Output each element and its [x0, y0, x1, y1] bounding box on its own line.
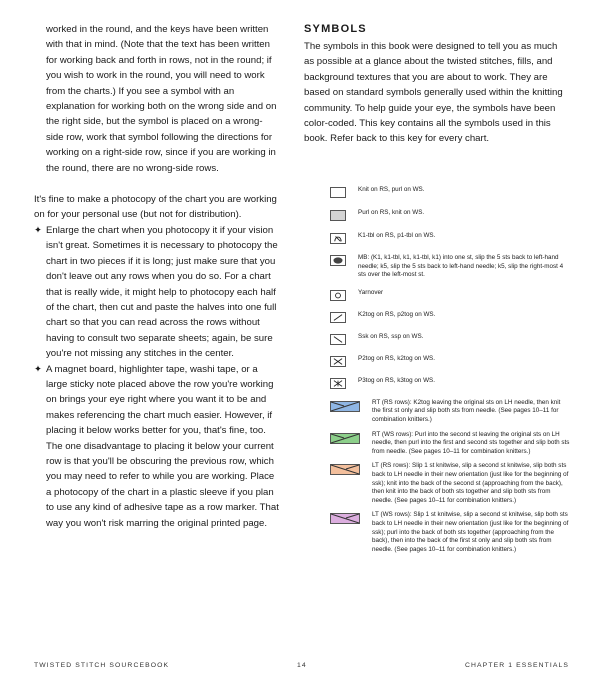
lt-rs-cable-icon: [330, 464, 360, 475]
bobble-icon: [330, 255, 346, 266]
symbols-intro: The symbols in this book were designed to tell you as much as possible at a glance about the twisted stitches, fills, and background textures that you are about to work. They are based on standard symbols generally used within the knitting community. To help guide your eye, the symbols have been color-coded. This key contains all the symbols used in this book. Refer back to this key for every chart.: [304, 41, 563, 145]
footer-book-title: TWISTED STITCH SOURCEBOOK: [34, 662, 170, 669]
rt-ws-glyph: [330, 433, 360, 444]
key-description: K1-tbl on RS, p1-tbl on WS.: [358, 232, 436, 239]
intro-continued-paragraph: worked in the round, and the keys have been written with that in mind. (Note that the text has been written for working back and forth in rows, not in the round; if you wish to work in the round, you will need to work from the charts.) If you see a symbol with an explanation for working both on the wrong side and on the right side, but the symbol is placed on a wrong-side row, work that symbol following the directions for working on a right-side row, since if you are working in the round, there are no wrong-side rows.: [46, 24, 277, 174]
p2tog-icon: [330, 356, 346, 367]
key-row-lt-ws: [330, 511, 570, 554]
rt-rs-cable-icon: [330, 401, 360, 412]
key-description: Knit on RS, purl on WS.: [358, 186, 425, 193]
key-description: Yarnover: [358, 288, 384, 296]
rt-ws-cable-icon: [330, 433, 360, 444]
bullet-marker: ✦: [34, 224, 43, 236]
blank-square-icon: [330, 187, 346, 198]
k2tog-icon: [330, 312, 346, 323]
key-row-purl: [330, 209, 570, 221]
rt-rs-glyph: [330, 401, 360, 412]
twisted-knit-icon: [330, 233, 346, 244]
symbols-section: [304, 22, 570, 147]
bullet-marker: ✦: [34, 363, 43, 375]
key-row-bobble: [330, 254, 570, 280]
yarnover-glyph: [331, 291, 345, 300]
k2tog-glyph: [331, 313, 345, 322]
p2tog-glyph: [331, 357, 345, 366]
key-row-twisted-knit: [330, 232, 570, 244]
lt-ws-cable-icon: [330, 513, 360, 524]
bullet-text: A magnet board, highlighter tape, washi tape, or a large sticky note placed above the row you're working on brings your eye right where you want it to be and makes referencing the chart much easier. However, if placing it below works better for you, that's fine, too. The one disadvantage to placing it below your current row is that you'll be obscuring the previous row, which you may need to refer to while you are working. Place a photocopy of the chart in a plastic sleeve if you plan to use any kind of adhesive tape as a row marker. That way you won't risk marring the original printed page.: [46, 363, 279, 529]
key-description: LT (WS rows): Slip 1 st knitwise, slip a second st knitwise, slip both sts back to LH needle in their new orientation (just like for the beginning of ssk); purl into the back of both sts together (approaching from the back), then into the back of the first st only and slip both sts from needle. (See pages 10–11 for combination knitters.): [372, 511, 569, 553]
key-row-rt-ws: [330, 431, 570, 457]
symbol-key: [330, 186, 570, 554]
key-row-rt-rs: [330, 399, 570, 425]
key-description: MB: (K1, k1-tbl, k1, k1-tbl, k1) into one st, slip the 5 sts back to left-hand needle; k5, slip the 5 sts back to left-hand needle; k5, slip the right-most 4 sts over the left-most st.: [358, 254, 564, 279]
yarnover-icon: [330, 290, 346, 301]
p3tog-icon: [330, 378, 346, 389]
footer-chapter: CHAPTER 1 ESSENTIALS: [465, 662, 569, 669]
grey-square-icon: [330, 210, 346, 221]
key-description: Purl on RS, knit on WS.: [358, 209, 425, 216]
key-row-ssk: [330, 333, 570, 345]
bullet-row-marker: [34, 362, 280, 531]
key-row-knit: [330, 186, 570, 198]
key-row-k2tog: [330, 311, 570, 323]
key-description: LT (RS rows): Slip 1 st knitwise, slip a second st knitwise, slip both sts back to LH needle in their new orientation (just like for the beginning of ssk); knit into the back of the second st (approaching from the back), then knit into the back of both sts together and slip both sts from needle. (See pages 10–11 for combination knitters.): [372, 462, 569, 504]
key-description: P2tog on RS, k2tog on WS.: [358, 354, 436, 362]
key-description: RT (RS rows): K2tog leaving the original sts on LH needle, then knit the first st only and slip both sts from needle. (See pages 10–11 for combination knitters.): [372, 398, 561, 423]
key-description: RT (WS rows): Purl into the second st leaving the original sts on LH needle, then purl into the first and second sts together and slip both sts from needle. (See pages 10–11 for combination knitters.): [372, 430, 570, 455]
key-description: Ssk on RS, ssp on WS.: [358, 332, 424, 340]
left-column: [34, 22, 280, 531]
ssk-glyph: [331, 335, 345, 344]
symbols-heading: SYMBOLS: [304, 23, 367, 35]
footer-page-number: 14: [297, 662, 307, 669]
key-row-p2tog: [330, 355, 570, 367]
p3tog-glyph: [331, 379, 345, 388]
key-description: K2tog on RS, p2tog on WS.: [358, 310, 436, 318]
lt-ws-glyph: [330, 513, 360, 524]
twisted-knit-glyph: [331, 234, 345, 243]
key-row-lt-rs: [330, 462, 570, 505]
bullet-enlarge-chart: [34, 223, 280, 362]
ssk-icon: [330, 334, 346, 345]
bullet-text: Enlarge the chart when you photocopy it if your vision isn't great. Sometimes it is necessary to photocopy the chart in two pieces if it is long; just make sure that you don't leave out any rows when you do so. For a chart that is really wide, it might help to photocopy each half of the chart, then cut and paste the halves into one full chart so that you can read across the rows without having to consult two separate sheets; again, be sure you're not missing any stitches in the center.: [46, 224, 278, 360]
key-description: P3tog on RS, k3tog on WS.: [358, 376, 436, 384]
bobble-glyph: [331, 256, 345, 265]
key-row-p3tog: [330, 377, 570, 389]
photocopy-paragraph: It's fine to make a photocopy of the chart you are working on for your personal use (but not for distribution).: [34, 194, 277, 221]
lt-rs-glyph: [330, 464, 360, 475]
key-row-yarnover: [330, 289, 570, 301]
